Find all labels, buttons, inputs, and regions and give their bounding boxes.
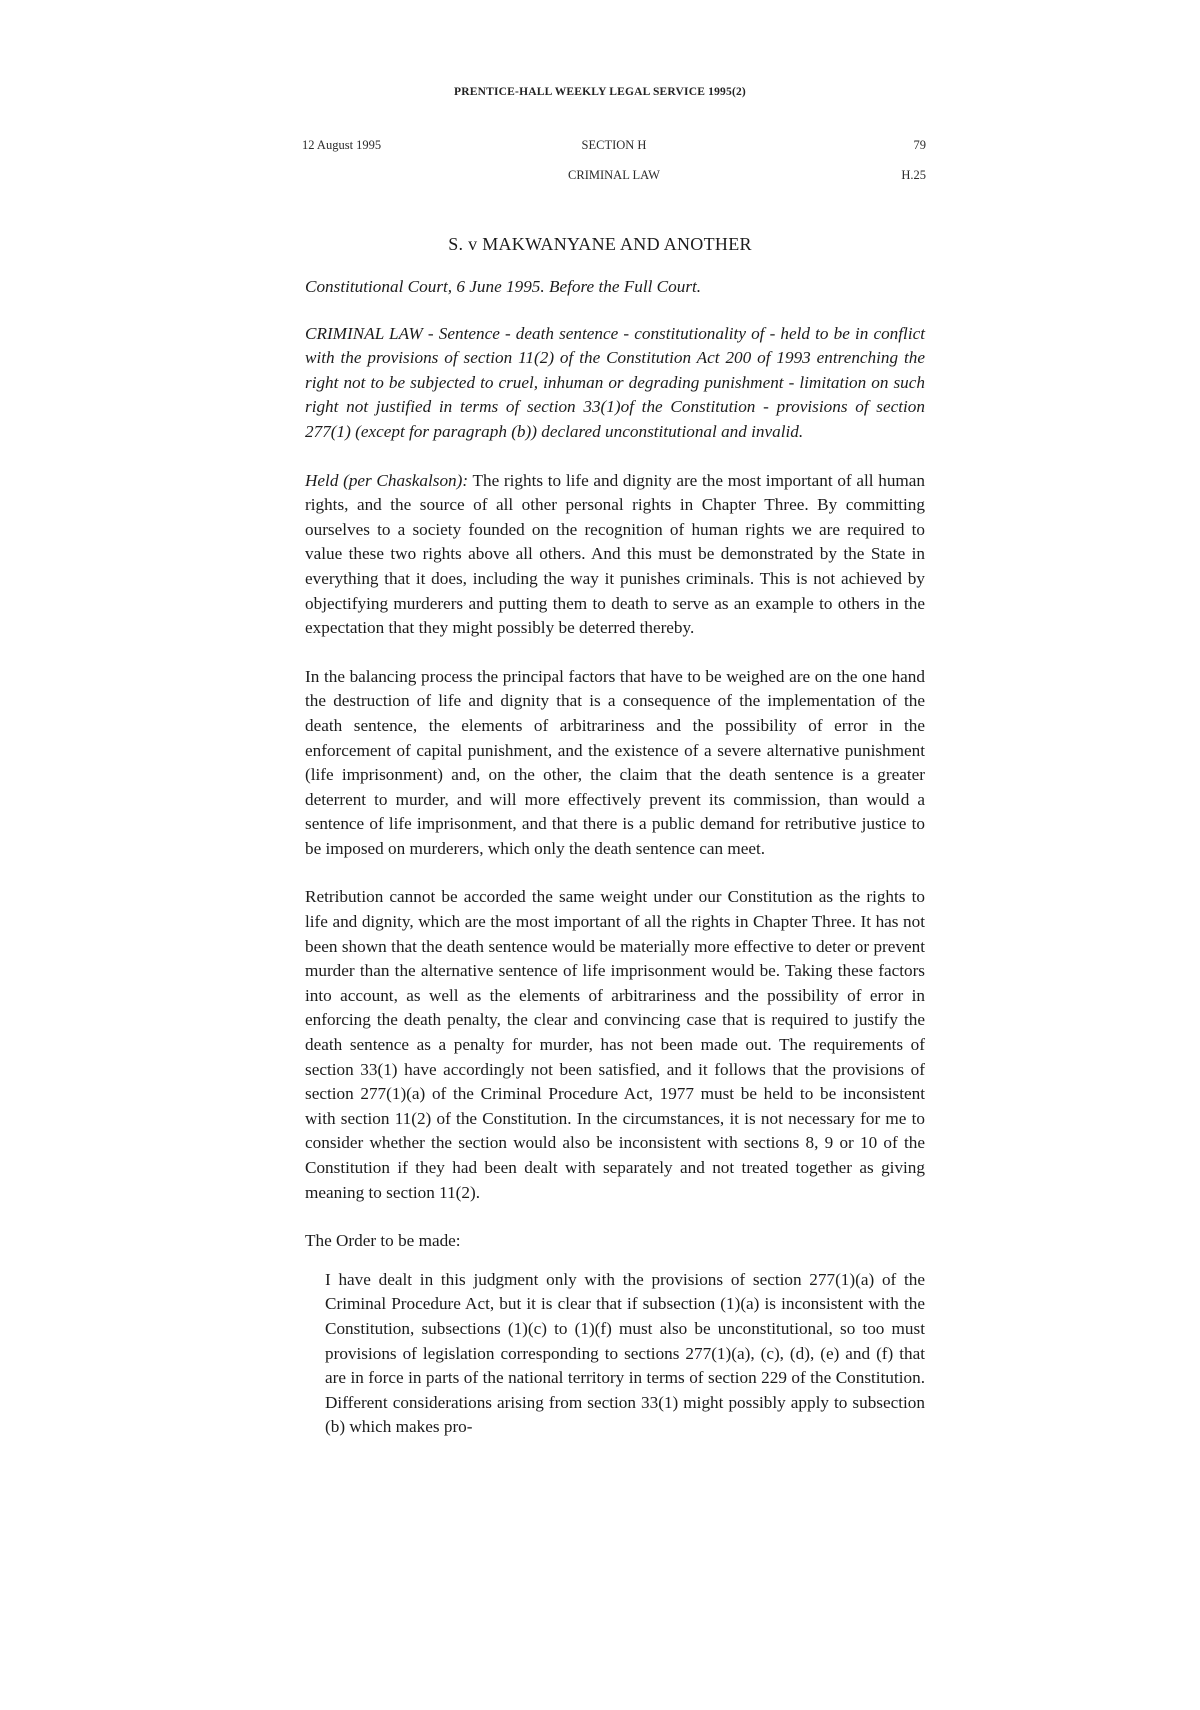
order-heading: The Order to be made: — [305, 1231, 461, 1251]
retribution-paragraph: Retribution cannot be accorded the same weight under our Constitution as the rights to life and dignity, which are the most important of all the rights in Chapter Three. It has not been shown that the death sentence would be materially more effective to deter or prevent murder than the alternative sentence of life imprisonment would be. Taking these factors into account, as well as the elements of arbitrariness and the possibility of error in enforcing the death penalty, the clear and convincing case that is required to justify the death sentence as a penalty for murder, has not been made out. The requirements of section 33(1) have accordingly not been satisfied, and it follows that the provisions of section 277(1)(a) of the Criminal Procedure Act, 1977 must be held to be inconsistent with section 11(2) of the Constitution. In the circumstances, it is not necessary for me to consider whether the section would also be inconsistent with sections 8, 9 or 10 of the Constitution if they had been dealt with separately and not treated together as giving meaning to section 11(2). — [305, 887, 925, 1202]
page-number: 79 — [913, 138, 926, 152]
subject-label: CRIMINAL LAW — [568, 168, 660, 182]
order-paragraph: I have dealt in this judgment only with the provisions of section 277(1)(a) of the Criminal Procedure Act, but it is clear that if subsection (1)(a) is inconsistent with the Constitution, subsections (1)(c) to (1)(f) must also be unconstitutional, so too must provisions of legislation corresponding to sections 277(1)(a), (c), (d), (e) and (f) that are in force in parts of the national territory in terms of section 229 of the Constitution. Different considerations arising from section 33(1) might possibly apply to subsection (b) which makes pro- — [325, 1269, 925, 1437]
court-line: Constitutional Court, 6 June 1995. Before the Full Court. — [305, 277, 702, 296]
held-text: The rights to life and dignity are the most important of all human rights, and the source of all other personal rights in Chapter Three. By committing ourselves to a society founded on the recognition of human rights we are required to value these two rights above all others. And this must be demonstrated by the State in everything that it does, including the way it punishes criminals. This is not achieved by objectifying murderers and putting them to death to serve as an example to others in the expectation that they might possibly be deterred thereby. — [305, 470, 925, 638]
issue-date: 12 August 1995 — [302, 138, 382, 152]
publication-header: PRENTICE-HALL WEEKLY LEGAL SERVICE 1995(2) — [454, 86, 746, 98]
case-title: S. v MAKWANYANE AND ANOTHER — [448, 234, 752, 254]
case-body — [305, 275, 925, 1440]
catchwords-paragraph: CRIMINAL LAW - Sentence - death sentence - constitutionality of - held to be in conflict with the provisions of section 11(2) of the Constitution Act 200 of 1993 entrenching the right not to be subjected to cruel, inhuman or degrading punishment - limitation on such right not justified in terms of section 33(1)of the Constitution - provisions of section 277(1) (except for paragraph (b)) declared unconstitutional and invalid. — [305, 323, 925, 441]
section-label: SECTION H — [581, 138, 647, 152]
held-label: Held (per Chaskalson): — [305, 470, 469, 490]
case-reference: H.25 — [901, 168, 926, 182]
balancing-paragraph: In the balancing process the principal factors that have to be weighed are on the one hand the destruction of life and dignity that is a consequence of the implementation of the death sentence, the elements of arbitrariness and the possibility of error in the enforcement of capital punishment, and the existence of a severe alternative punishment (life imprisonment) and, on the other, the claim that the death sentence is a greater deterrent to murder, and will more effectively prevent its commission, than would a sentence of life imprisonment, and that there is a public demand for retributive justice to be imposed on murderers, which only the death sentence can meet. — [305, 666, 925, 858]
held-paragraph — [305, 469, 925, 641]
